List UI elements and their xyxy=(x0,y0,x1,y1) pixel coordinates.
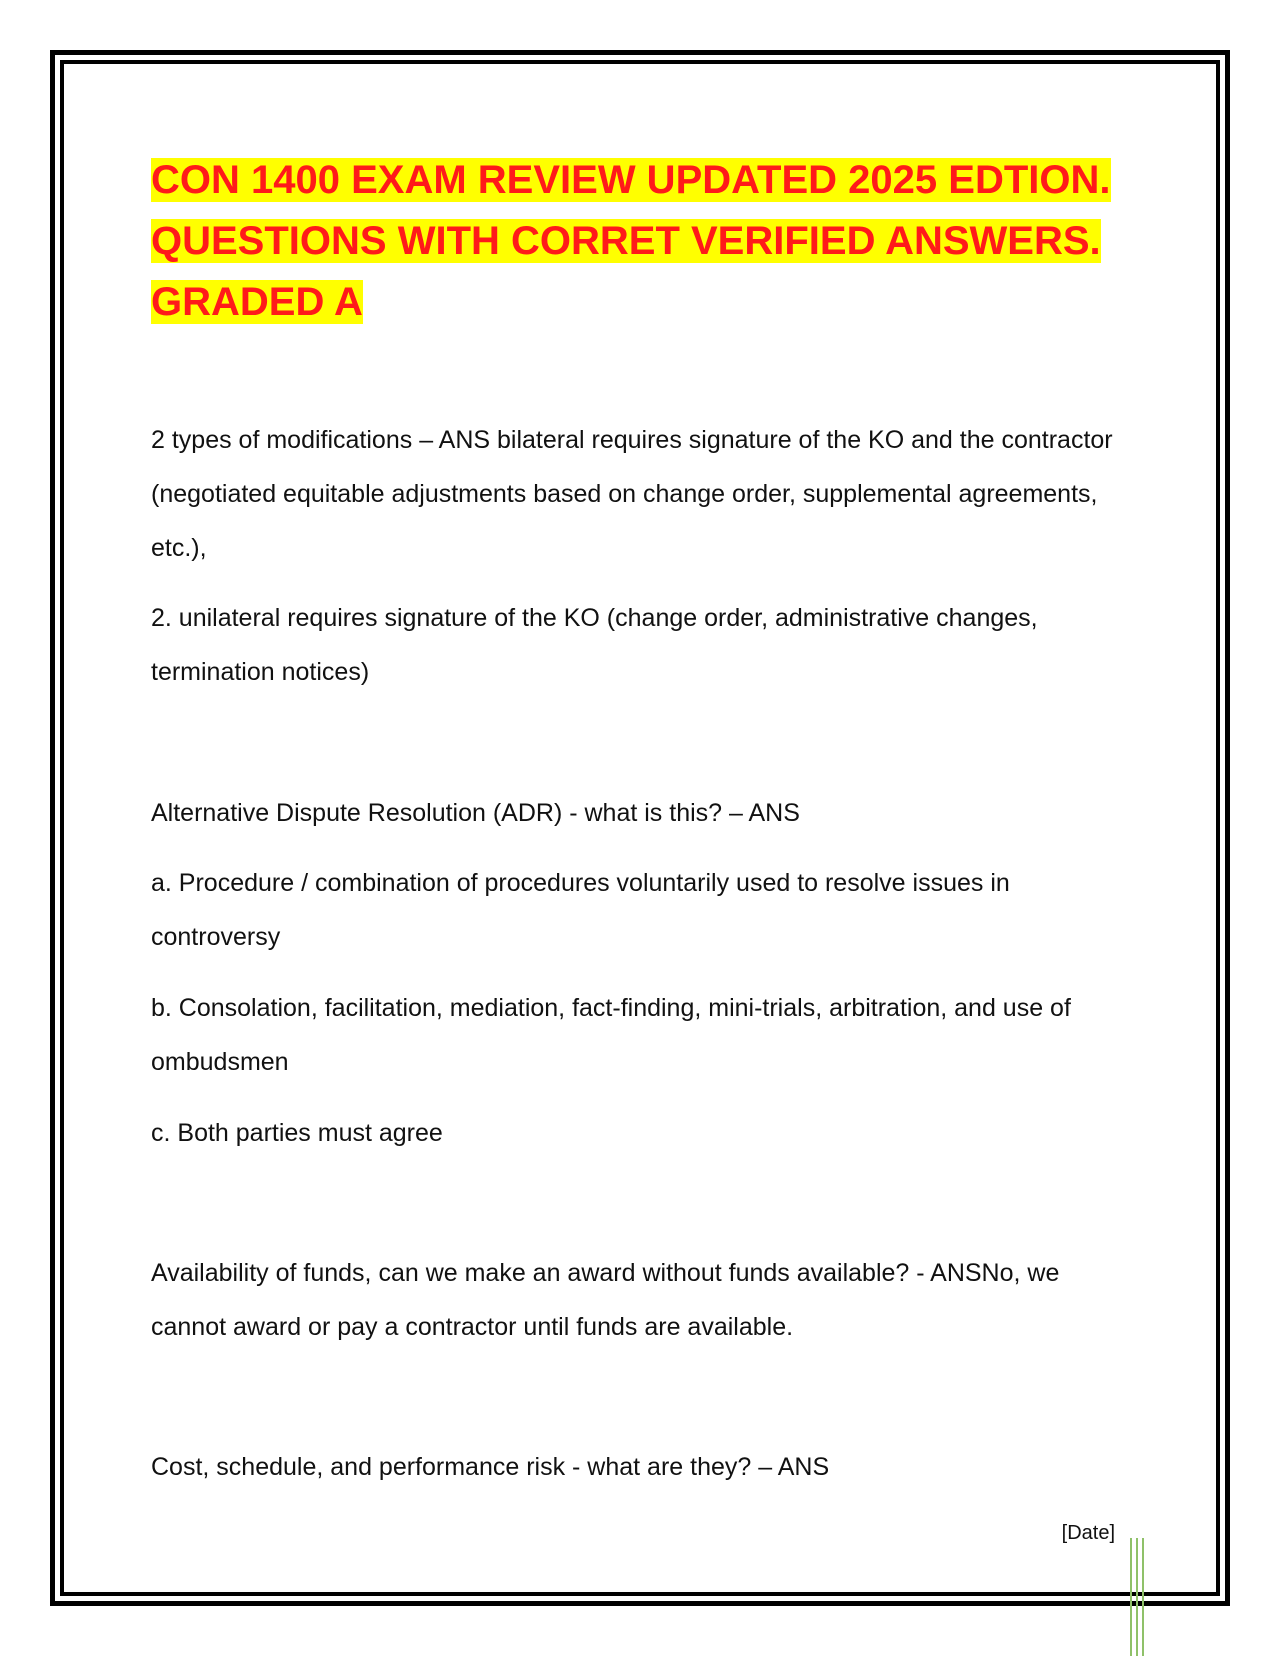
paragraph-risk: Cost, schedule, and performance risk - what are they? – ANS xyxy=(151,1453,830,1481)
document-title-highlight: CON 1400 EXAM REVIEW UPDATED 2025 EDTION. QUESTIONS WITH CORRET VERIFIED ANSWERS. GRADED A xyxy=(151,158,1111,324)
paragraph-adr-b: b. Consolation, facilitation, mediation, fact-finding, mini-trials, arbitration, and use of ombudsmen xyxy=(151,994,1071,1076)
decorative-line xyxy=(1136,1538,1138,1656)
decorative-lines xyxy=(1130,1538,1146,1656)
paragraph-unilateral: 2. unilateral requires signature of the KO (change order, administrative changes, termination notices) xyxy=(151,604,1038,686)
paragraph-modifications: 2 types of modifications – ANS bilateral requires signature of the KO and the contractor (negotiated equitable adjustments based on change order, supplemental agreements, etc.), xyxy=(151,426,1113,562)
paragraph-adr-c: c. Both parties must agree xyxy=(151,1119,443,1147)
paragraph-adr-question: Alternative Dispute Resolution (ADR) - what is this? – ANS xyxy=(151,799,800,827)
paragraph-adr-a: a. Procedure / combination of procedures voluntarily used to resolve issues in controversy xyxy=(151,869,1010,951)
footer-date: [Date] xyxy=(1061,1522,1115,1544)
decorative-line xyxy=(1142,1538,1144,1656)
paragraph-funds: Availability of funds, can we make an award without funds available? - ANSNo, we cannot award or pay a contractor until funds are available. xyxy=(151,1259,1060,1341)
decorative-line xyxy=(1130,1538,1132,1656)
document-title xyxy=(151,150,1151,333)
